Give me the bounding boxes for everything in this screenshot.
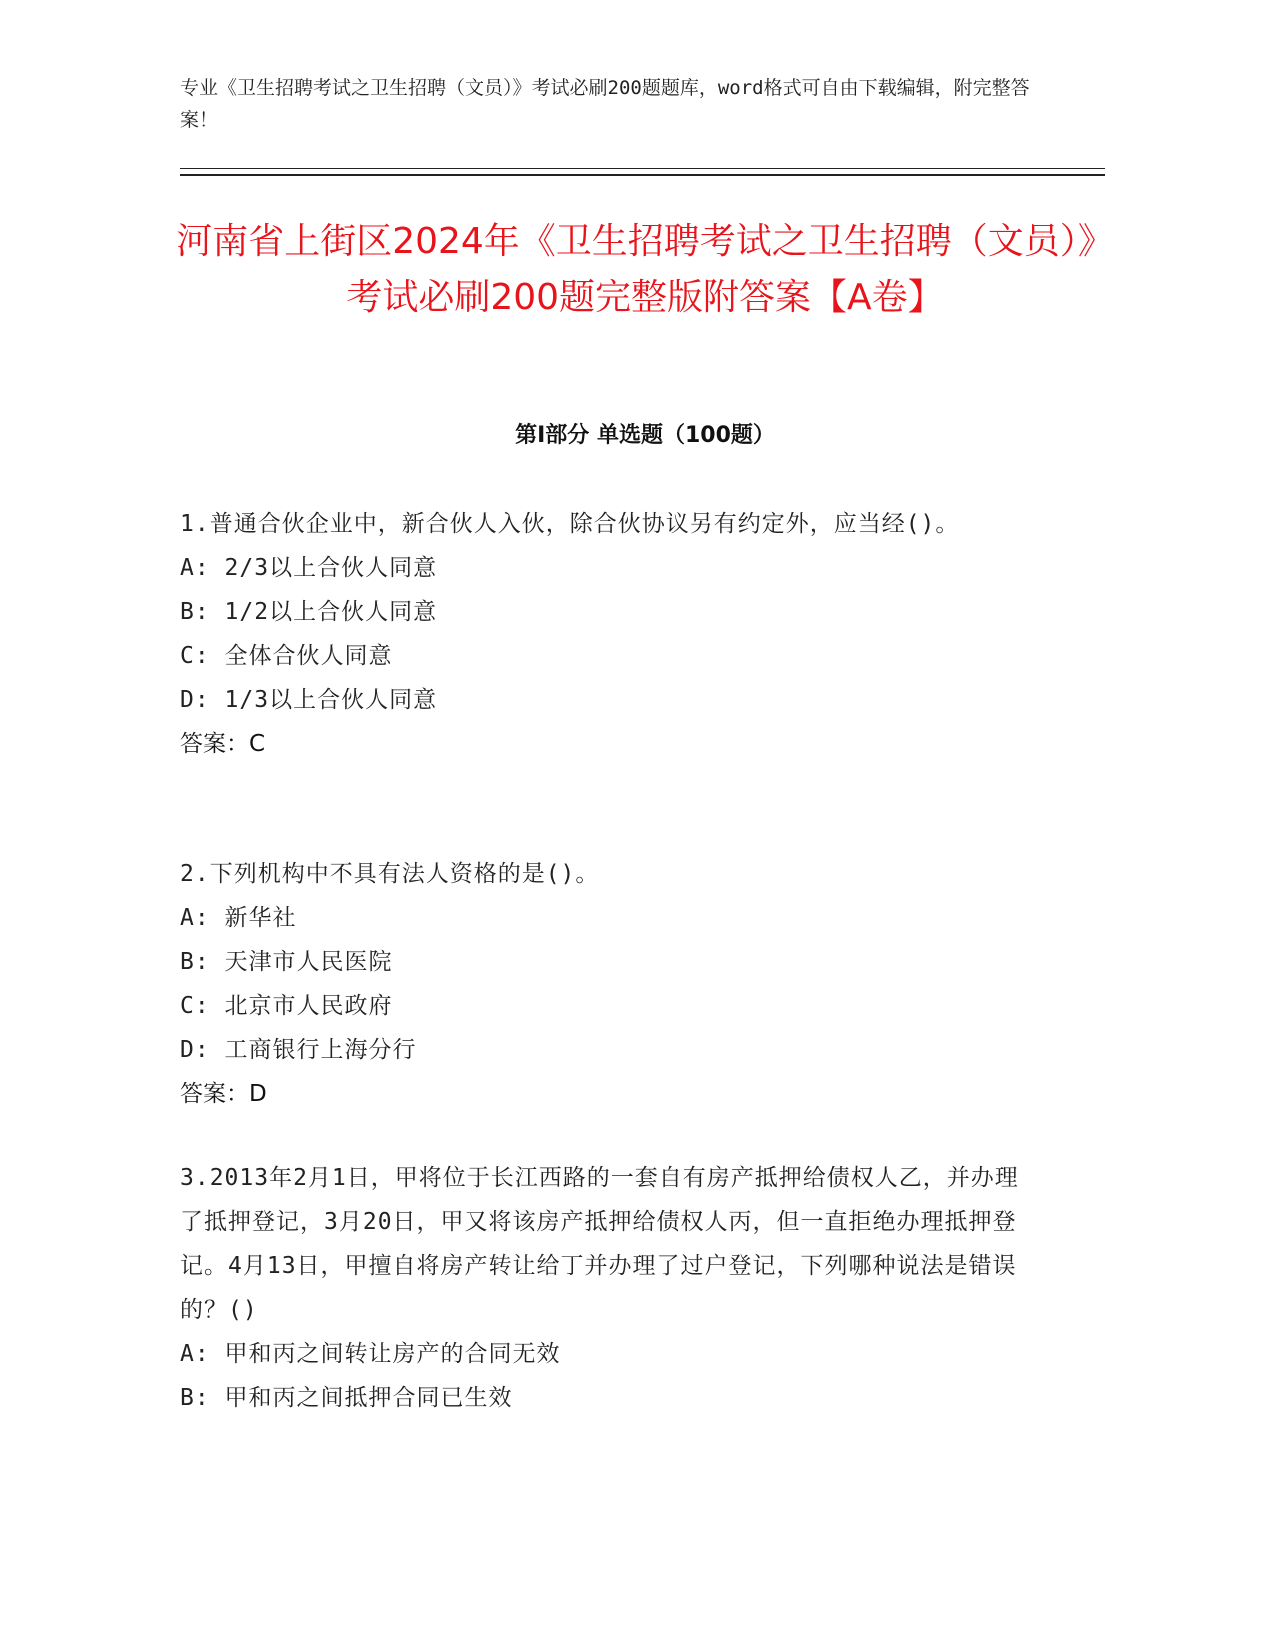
option-a: A: 甲和丙之间转让房产的合同无效 [180,1341,561,1367]
answer-value: D [249,1081,267,1107]
question-3 [180,1156,1040,1420]
section-title: 第I部分 单选题（100题） [515,423,775,448]
document-title: 河南省上街区2024年《卫生招聘考试之卫生招聘（文员）》考试必刷200题完整版附答案【A卷】 [176,221,1114,318]
question-stem: 2.下列机构中不具有法人资格的是()。 [180,861,600,887]
answer-line [180,1072,1040,1116]
option-d: D: 1/3以上合伙人同意 [180,687,438,713]
option-b: B: 1/2以上合伙人同意 [180,599,438,625]
question-1 [180,502,1040,766]
header-rule-thin [180,168,1105,169]
question-stem: 3.2013年2月1日，甲将位于长江西路的一套自有房产抵押给债权人乙，并办理了抵押登记，3月20日，甲又将该房产抵押给债权人丙，但一直拒绝办理抵押登记。4月13日，甲擅自将房产转让给丁并办理了过户登记，下列哪种说法是错误的？() [180,1165,1019,1323]
answer-value: C [249,731,266,757]
option-a: A: 新华社 [180,905,297,931]
answer-label: 答案： [180,731,249,757]
option-b: B: 甲和丙之间抵押合同已生效 [180,1385,513,1411]
option-c: C: 全体合伙人同意 [180,643,393,669]
answer-line [180,722,1040,766]
answer-label: 答案： [180,1081,249,1107]
question-2 [180,852,1040,1116]
option-b: B: 天津市人民医院 [180,949,393,975]
header-note: 专业《卫生招聘考试之卫生招聘（文员）》考试必刷200题题库，word格式可自由下载编辑，附完整答案！ [180,77,1030,131]
question-stem: 1.普通合伙企业中，新合伙人入伙，除合伙协议另有约定外，应当经()。 [180,511,960,537]
option-a: A: 2/3以上合伙人同意 [180,555,438,581]
option-c: C: 北京市人民政府 [180,993,393,1019]
option-d: D: 工商银行上海分行 [180,1037,417,1063]
header-rule-thick [180,174,1105,176]
